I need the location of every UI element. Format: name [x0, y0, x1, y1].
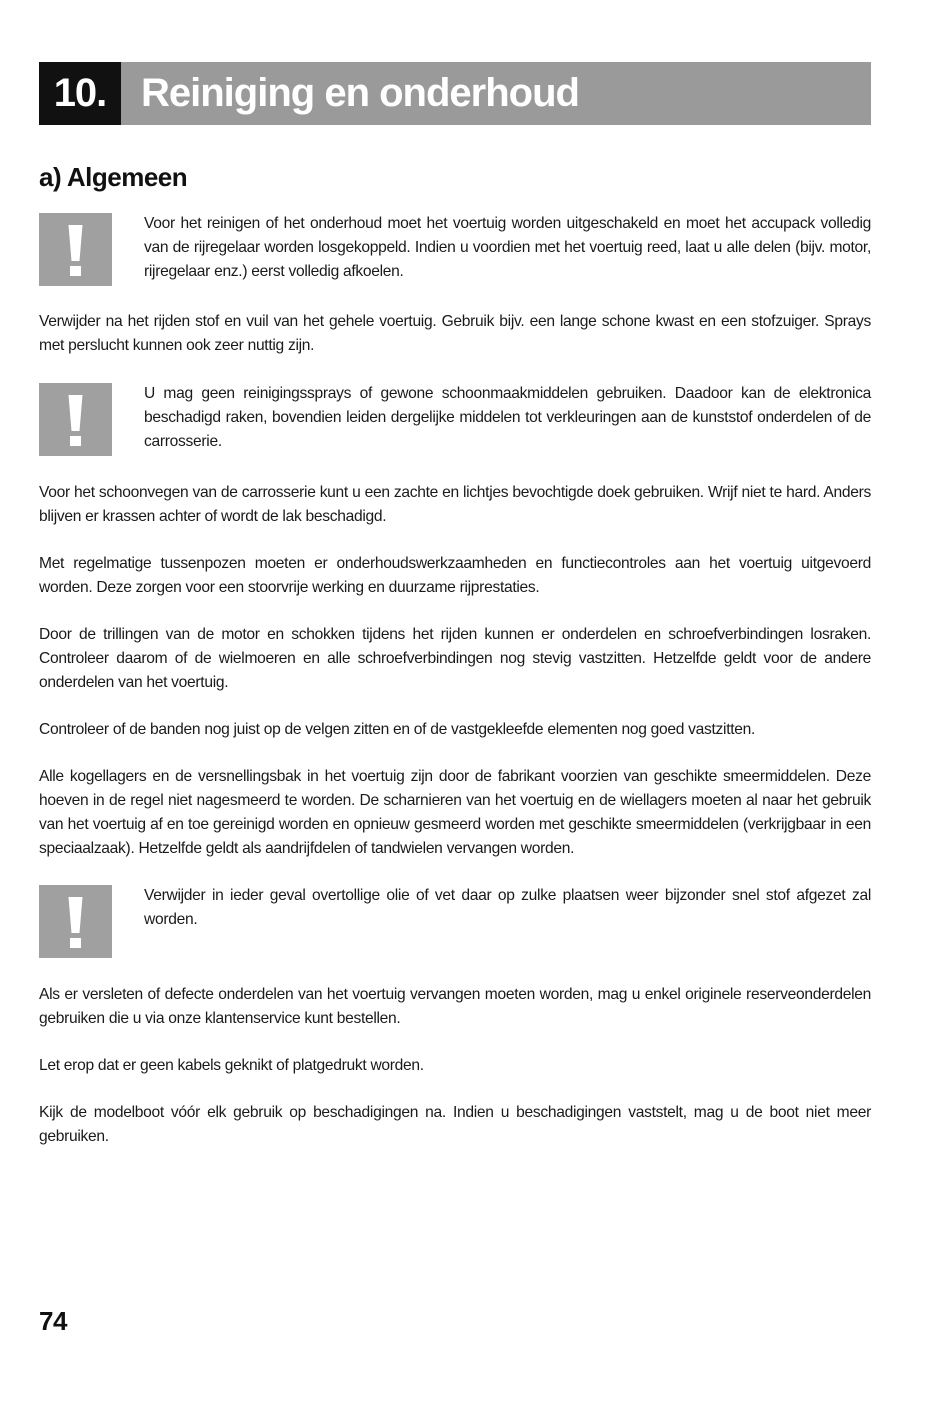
warning-text: U mag geen reinigingssprays of gewone schoonmaakmiddelen gebruiken. Daadoor kan de elektronica beschadigd raken, bovendien leiden dergelijke middelen tot verkleuringen aan de kunststof onderdelen of de carrosserie.	[144, 385, 871, 450]
body-paragraph: Verwijder na het rijden stof en vuil van het gehele voertuig. Gebruik bijv. een lange schone kwast en een stofzuiger. Sprays met perslucht kunnen ook zeer nuttig zijn.	[39, 313, 871, 354]
chapter-number: 10.	[39, 62, 121, 125]
page-number: 74	[39, 1306, 67, 1336]
body-paragraph: Kijk de modelboot vóór elk gebruik op beschadigingen na. Indien u beschadigingen vaststelt, mag u de boot niet meer gebruiken.	[39, 1104, 871, 1145]
warning-text: Voor het reinigen of het onderhoud moet het voertuig worden uitgeschakeld en moet het accupack volledig van de rijregelaar worden losgekoppeld. Indien u voordien met het voertuig reed, laat u alle delen (bijv. motor, rijregelaar enz.) eerst volledig afkoelen.	[144, 215, 871, 280]
body-paragraph: Alle kogellagers en de versnellingsbak in het voertuig zijn door de fabrikant voorzien van geschikte smeermiddelen. Deze hoeven in de regel niet nagesmeerd te worden. De scharnieren van het voertuig en de wiellagers moeten al naar het gebruik van het voertuig af en toe gereinigd worden en opnieuw gesmeerd worden met geschikte smeermiddelen (verkrijgbaar in een speciaalzaak). Hetzelfde geldt als aandrijfdelen of tandwielen vervangen worden.	[39, 768, 871, 857]
body-paragraph: Met regelmatige tussenpozen moeten er onderhoudswerkzaamheden en functiecontroles aan het voertuig uitgevoerd worden. Deze zorgen voor een stoorvrije werking en duurzame rijprestaties.	[39, 555, 871, 596]
warning-block	[39, 382, 871, 456]
body-paragraph: Door de trillingen van de motor en schokken tijdens het rijden kunnen er onderdelen en schroefverbindingen losraken. Controleer daarom of de wielmoeren en alle schroefverbindingen nog stevig vastzitten. Hetzelfde geldt voor de andere onderdelen van het voertuig.	[39, 626, 871, 691]
warning-block	[39, 212, 871, 286]
body-paragraph: Als er versleten of defecte onderdelen van het voertuig vervangen moeten worden, mag u enkel originele reserveonderdelen gebruiken die u via onze klantenservice kunt bestellen.	[39, 986, 871, 1027]
body-paragraph: Voor het schoonvegen van de carrosserie kunt u een zachte en lichtjes bevochtigde doek gebruiken. Wrijf niet te hard. Anders blijven er krassen achter of wordt de lak beschadigd.	[39, 484, 871, 525]
exclamation-icon	[39, 383, 112, 456]
body-paragraph: Let erop dat er geen kabels geknikt of platgedrukt worden.	[39, 1057, 424, 1074]
chapter-title: Reiniging en onderhoud	[121, 62, 871, 125]
content-area	[39, 212, 871, 1149]
section-heading: a) Algemeen	[39, 162, 188, 192]
warning-block	[39, 884, 871, 958]
body-paragraph: Controleer of de banden nog juist op de velgen zitten en of de vastgekleefde elementen nog goed vastzitten.	[39, 721, 756, 738]
warning-text: Verwijder in ieder geval overtollige olie of vet daar op zulke plaatsen weer bijzonder snel stof afgezet zal worden.	[144, 887, 871, 928]
chapter-header	[39, 62, 871, 125]
exclamation-icon	[39, 213, 112, 286]
exclamation-icon	[39, 885, 112, 958]
